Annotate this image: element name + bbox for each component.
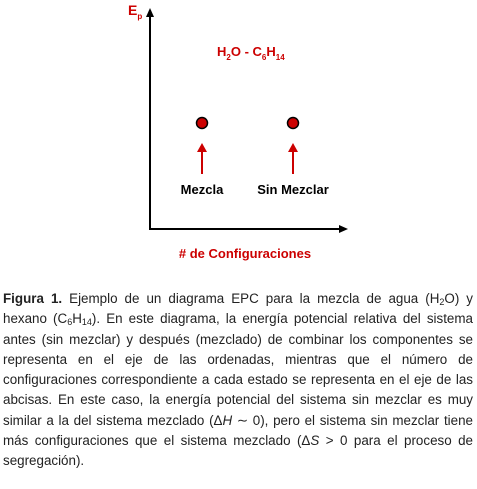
figure-caption: Figura 1. Ejemplo de un diagrama EPC para la mezcla de agua $(H_2O)$ y hexano $(C_6H_{14})$. En este diagrama, la energía potencial relativa del sistema antes (sin mezclar) y después (mezclado) de combinar los componentes se representa en el eje de las ordenadas, mientras que el número de configuraciones correspondiente a cada estado se representa en el eje de las abcisas. En este caso, la energía potencial del sistema sin mezclar es muy similar a la del sistema mezclado (ΔH ∼ 0), pero el sistema sin mezclar tiene más configuraciones que el sistema mezclado (ΔS > 0 para el proceso de segregación). — [3, 291, 474, 469]
mixture-label: $H_2O - C_6H_{14}$ — [217, 44, 285, 62]
state-label-mezcla: Mezcla — [180, 182, 224, 197]
arrow-head-sin-mezclar — [288, 143, 298, 152]
state-point-sin-mezclar — [288, 118, 299, 129]
arrow-head-mezcla — [197, 143, 207, 152]
state-mezcla — [181, 118, 224, 198]
figure-label: Figura 1. — [3, 291, 63, 306]
state-point-mezcla — [197, 118, 208, 129]
state-sin-mezclar — [257, 118, 329, 198]
x-axis-label: # de Configuraciones — [178, 246, 312, 261]
y-axis-label: $E_p$ — [128, 2, 143, 21]
state-label-sin-mezclar: Sin Mezclar — [257, 182, 329, 197]
